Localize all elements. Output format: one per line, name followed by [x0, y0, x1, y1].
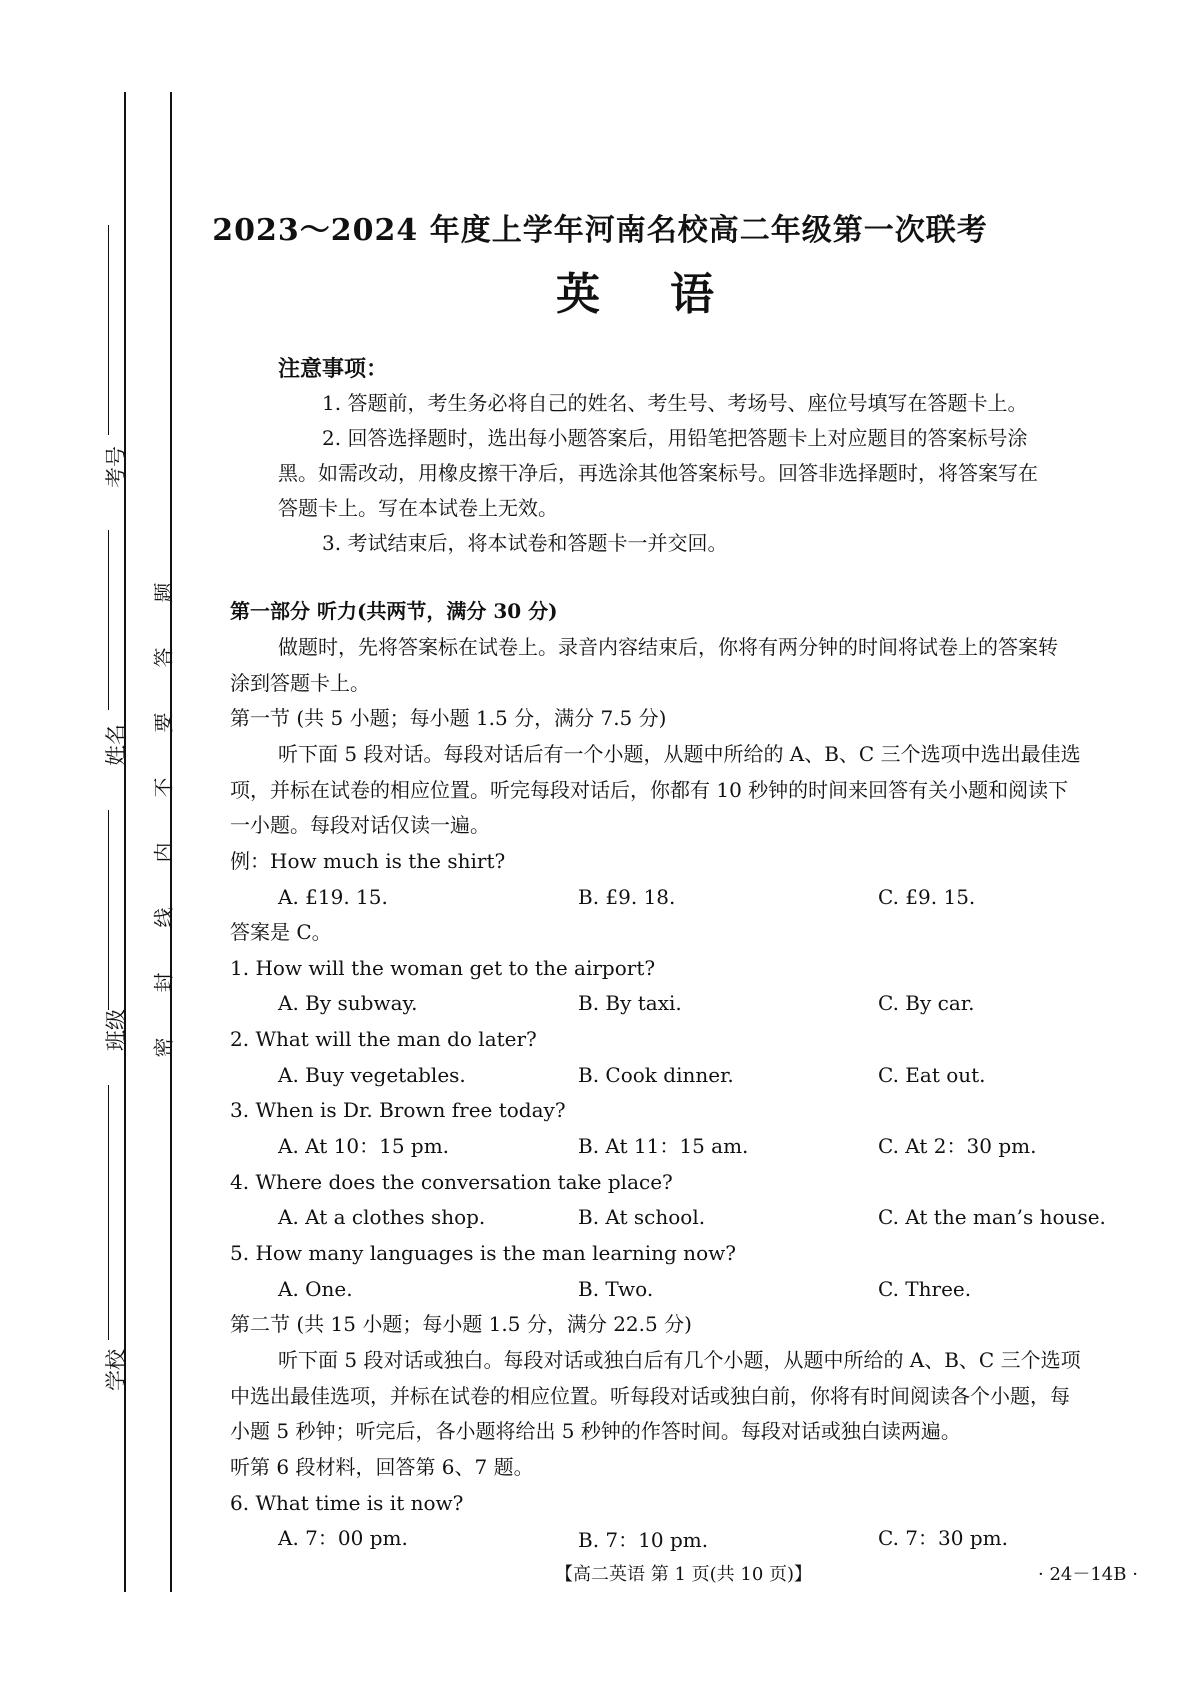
q2-option-b: B. Cook dinner.: [578, 1063, 734, 1087]
section1-heading: 第一节 (共 5 小题；每小题 1.5 分，满分 7.5 分): [230, 706, 667, 730]
section2-instruction: 听下面 5 段对话或独白。每段对话或独白后有几个小题，从题中所给的 A、B、C 三个选项: [278, 1348, 1081, 1372]
question-6: 6. What time is it now?: [230, 1491, 464, 1515]
section2-instruction: 中选出最佳选项，并标在试卷的相应位置。听每段对话或独白前，你将有时间阅读各个小题，每: [230, 1384, 1070, 1408]
seal-char: 封: [151, 972, 176, 993]
paper-code: · 24－14B ·: [1038, 1564, 1138, 1585]
school-blank: [108, 1085, 109, 1340]
q6-option-c: C. 7：30 pm.: [878, 1526, 1008, 1550]
section1-instruction: 听下面 5 段对话。每段对话后有一个小题，从题中所给的 A、B、C 三个选项中选出最佳选: [278, 742, 1081, 766]
q6-option-a: A. 7：00 pm.: [278, 1526, 408, 1550]
section1-instruction: 一小题。每段对话仅读一遍。: [230, 813, 490, 837]
question-5: 5. How many languages is the man learning now?: [230, 1241, 736, 1265]
q5-option-a: A. One.: [278, 1277, 353, 1301]
q1-option-c: C. By car.: [878, 991, 975, 1015]
q6-option-b: B. 7：10 pm.: [578, 1528, 709, 1552]
seal-char: 密: [151, 1037, 176, 1058]
q1-option-b: B. By taxi.: [578, 991, 682, 1015]
notice-line: 答题卡上。写在本试卷上无效。: [278, 496, 558, 520]
section2-instruction: 小题 5 秒钟；听完后，各小题将给出 5 秒钟的作答时间。每段对话或独白读两遍。: [230, 1419, 961, 1443]
example-option-c: C. £9. 15.: [878, 885, 976, 909]
q5-option-c: C. Three.: [878, 1277, 972, 1301]
q3-option-b: B. At 11：15 am.: [578, 1134, 749, 1158]
question-4: 4. Where does the conversation take place?: [230, 1170, 673, 1194]
question-3: 3. When is Dr. Brown free today?: [230, 1098, 566, 1122]
notice-line: 1. 答题前，考生务必将自己的姓名、考生号、考场号、座位号填写在答题卡上。: [322, 391, 1028, 415]
part1-heading: 第一部分 听力(共两节，满分 30 分): [230, 599, 558, 623]
question-1: 1. How will the woman get to the airport?: [230, 956, 656, 980]
part1-intro: 涂到答题卡上。: [230, 671, 370, 695]
exam-number-blank: [108, 225, 109, 435]
q2-option-c: C. Eat out.: [878, 1063, 986, 1087]
example-question: 例：How much is the shirt?: [230, 849, 506, 873]
notice-line: 黑。如需改动，用橡皮擦干净后，再选涂其他答案标号。回答非选择题时，将答案写在: [278, 461, 1038, 485]
part1-intro: 做题时，先将答案标在试卷上。录音内容结束后，你将有两分钟的时间将试卷上的答案转: [278, 635, 1058, 659]
seal-char: 内: [151, 842, 176, 863]
seal-char: 不: [151, 777, 176, 798]
student-name-blank: [108, 530, 109, 710]
q5-option-b: B. Two.: [578, 1277, 654, 1301]
notice-line: 2. 回答选择题时，选出每小题答案后，用铅笔把答题卡上对应题目的答案标号涂: [322, 426, 1028, 450]
q2-option-a: A. Buy vegetables.: [278, 1063, 466, 1087]
class-blank: [108, 810, 109, 1010]
example-answer: 答案是 C。: [230, 920, 332, 944]
q4-option-a: A. At a clothes shop.: [278, 1205, 486, 1229]
material-note: 听第 6 段材料，回答第 6、7 题。: [230, 1455, 534, 1479]
q3-option-c: C. At 2：30 pm.: [878, 1134, 1037, 1158]
question-2: 2. What will the man do later?: [230, 1027, 537, 1051]
section2-heading: 第二节 (共 15 小题；每小题 1.5 分，满分 22.5 分): [230, 1312, 692, 1336]
student-name-label: 姓名: [104, 724, 128, 766]
notice-line: 3. 考试结束后，将本试卷和答题卡一并交回。: [322, 531, 728, 555]
seal-char: 线: [151, 907, 176, 928]
example-option-a: A. £19. 15.: [278, 885, 388, 909]
seal-char: 答: [151, 647, 176, 668]
subject-title: 英语: [556, 269, 784, 320]
seal-char: 题: [151, 582, 176, 603]
exam-number-label: 考号: [104, 446, 128, 488]
school-label: 学校: [104, 1349, 128, 1391]
section1-instruction: 项，并标在试卷的相应位置。听完每段对话后，你都有 10 秒钟的时间来回答有关小题和阅读下: [230, 778, 1069, 802]
class-label: 班级: [104, 1009, 128, 1051]
q4-option-c: C. At the man’s house.: [878, 1205, 1106, 1229]
q1-option-a: A. By subway.: [278, 991, 418, 1015]
example-option-b: B. £9. 18.: [578, 885, 676, 909]
q4-option-b: B. At school.: [578, 1205, 706, 1229]
page-footer: 【高二英语 第 1 页(共 10 页)】: [555, 1564, 813, 1585]
notice-heading: 注意事项：: [278, 356, 389, 382]
exam-title: 2023～2024 年度上学年河南名校高二年级第一次联考: [212, 213, 988, 248]
q3-option-a: A. At 10：15 pm.: [278, 1134, 450, 1158]
seal-char: 要: [151, 712, 176, 733]
